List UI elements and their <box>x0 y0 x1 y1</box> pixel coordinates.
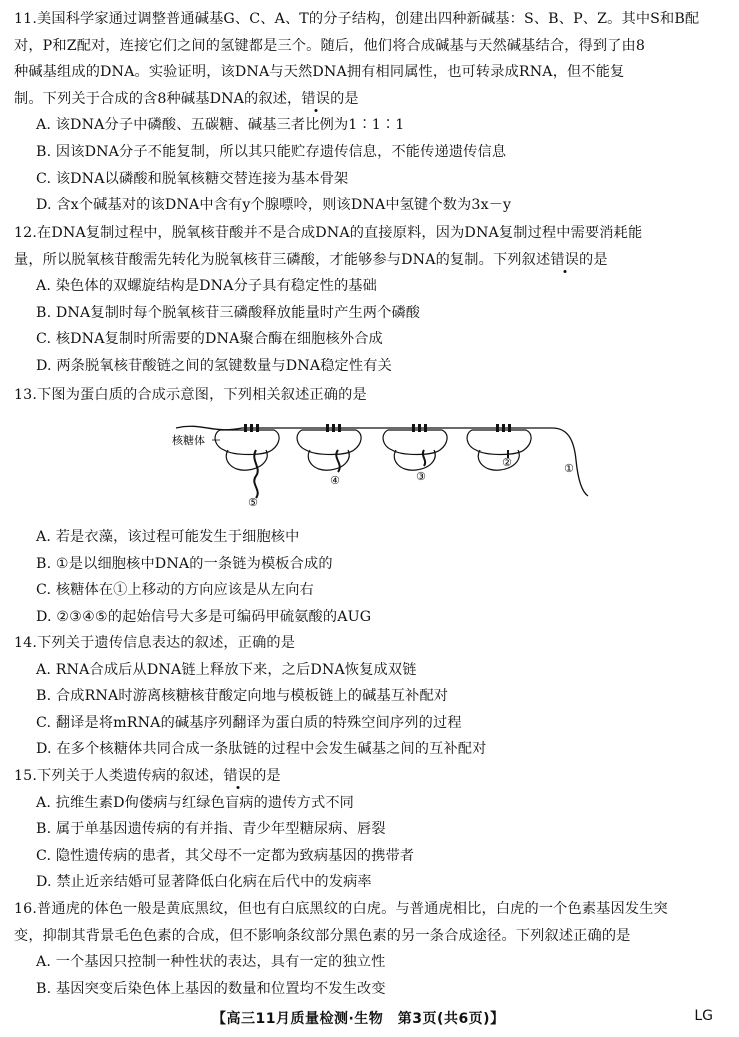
question-stem-line: 下列关于遗传信息表达的叙述，正确的是 <box>37 635 296 651</box>
polysome-diagram <box>172 420 592 520</box>
peptide-chain-3 <box>423 450 425 466</box>
option-d: D. 含x个碱基对的该DNA中含有y个腺嘌呤，则该DNA中氢键个数为3x－y <box>36 197 512 214</box>
option-c: C. 核糖体在①上移动的方向应该是从左向右 <box>36 582 314 599</box>
page-footer <box>0 1008 739 1028</box>
ribosome-label: 核糖体 <box>172 434 205 447</box>
question-15 <box>14 763 726 896</box>
question-stem-line: 美国科学家通过调整普通碱基G、C、A、T的分子结构，创建出四种新碱基：S、B、P、Z。其中S和B配 <box>37 11 700 27</box>
ribosome <box>215 430 279 470</box>
question-stem-line: 的是 <box>330 90 359 107</box>
question-13-options <box>14 524 726 630</box>
question-number: 14. <box>14 635 38 651</box>
option-a: A. 若是衣藻，该过程可能发生于细胞核中 <box>36 529 300 545</box>
question-stem-line: 在DNA复制过程中，脱氧核苷酸并不是合成DNA的直接原料，因为DNA复制过程中需要消耗能 <box>37 225 643 241</box>
question-number: 13. <box>14 387 38 403</box>
question-stem-line: 下列关于人类遗传病的叙述， <box>37 768 224 784</box>
option-a: A. 染色体的双螺旋结构是DNA分子具有稳定性的基础 <box>36 278 377 295</box>
option-d: D. 禁止近亲结婚可显著降低白化病在后代中的发病率 <box>36 874 372 891</box>
mark-5: ⑤ <box>248 496 258 509</box>
mrna-strand <box>176 426 588 496</box>
option-c: C. 核DNA复制时所需要的DNA聚合酶在细胞核外合成 <box>36 331 383 348</box>
option-b: B. 合成RNA时游离核糖核苷酸定向地与模板链上的碱基互补配对 <box>36 688 449 705</box>
emphasis-text: 错误 <box>301 90 331 107</box>
question-stem-line: 种碱基组成的DNA。实验证明，该DNA与天然DNA拥有相同属性，也可转录成RNA，但不能复 <box>14 64 625 81</box>
option-a: A. 一个基因只控制一种性状的表达，具有一定的独立性 <box>36 954 386 971</box>
question-stem-line: 变，抑制其背景毛色色素的合成，但不影响条纹部分黑色素的另一条合成途径。下列叙述正确的是 <box>14 927 631 944</box>
option-b: B. 基因突变后染色体上基因的数量和位置均不发生改变 <box>36 980 386 997</box>
question-stem-line: 的是 <box>579 251 608 268</box>
mark-4: ④ <box>330 474 340 487</box>
option-b: B. 属于单基因遗传病的有并指、青少年型糖尿病、唇裂 <box>36 821 386 838</box>
question-14 <box>14 630 726 763</box>
emphasis-text: 错误 <box>223 768 253 784</box>
question-stem-line: 普通虎的体色一般是黄底黑纹，但也有白底黑纹的白虎。与普通虎相比，白虎的一个色素基因发生突 <box>37 901 668 917</box>
option-b: B. ①是以细胞核中DNA的一条链为模板合成的 <box>36 555 333 572</box>
option-b: B. DNA复制时每个脱氧核苷三磷酸释放能量时产生两个磷酸 <box>36 304 421 321</box>
footer-code: LG <box>694 1008 713 1024</box>
ribosome <box>383 430 447 470</box>
peptide-chain-5 <box>254 450 257 498</box>
question-stem-line: 对，P和Z配对，连接它们之间的氢键都是三个。随后，他们将合成碱基与天然碱基结合，得到了由8 <box>14 37 646 54</box>
option-d: D. 在多个核糖体共同合成一条肽链的过程中会发生碱基之间的互补配对 <box>36 741 487 758</box>
question-13 <box>14 382 726 409</box>
emphasis-text: 错误 <box>550 251 579 268</box>
option-c: C. 该DNA以磷酸和脱氧核糖交替连接为基本骨架 <box>36 170 349 187</box>
question-number: 11. <box>14 11 38 27</box>
question-number: 15. <box>14 768 38 784</box>
footer-title: 【高三11月质量检测·生物 第3页(共6页)】 <box>212 1011 505 1027</box>
question-stem-line: 制。下列关于合成的含8种碱基DNA的叙述， <box>14 90 302 107</box>
question-16 <box>14 896 726 1002</box>
question-stem-line: 量，所以脱氧核苷酸需先转化为脱氧核苷三磷酸，才能够参与DNA的复制。下列叙述 <box>14 251 551 268</box>
option-c: C. 翻译是将mRNA的碱基序列翻译为蛋白质的特殊空间序列的过程 <box>36 714 462 731</box>
option-a: A. 该DNA分子中磷酸、五碳糖、碱基三者比例为1∶1∶1 <box>36 117 405 134</box>
ribosome <box>467 430 531 470</box>
ribosome <box>297 430 361 470</box>
option-a: A. 抗维生素D佝偻病与红绿色盲病的遗传方式不同 <box>36 794 354 811</box>
option-b: B. 因该DNA分子不能复制，所以其只能贮存遗传信息，不能传递遗传信息 <box>36 143 507 160</box>
option-a: A. RNA合成后从DNA链上释放下来，之后DNA恢复成双链 <box>36 661 417 678</box>
mark-3: ③ <box>416 470 426 483</box>
question-number: 16. <box>14 901 38 917</box>
option-d: D. ②③④⑤的起始信号大多是可编码甲硫氨酸的AUG <box>36 608 372 625</box>
question-stem-line: 的是 <box>252 768 281 784</box>
mark-2: ② <box>502 456 512 469</box>
mark-1: ① <box>564 462 574 475</box>
option-c: C. 隐性遗传病的患者，其父母不一定都为致病基因的携带者 <box>36 847 415 864</box>
option-d: D. 两条脱氧核苷酸链之间的氢键数量与DNA稳定性有关 <box>36 357 392 374</box>
question-12 <box>14 220 726 380</box>
question-stem-line: 下图为蛋白质的合成示意图，下列相关叙述正确的是 <box>37 387 367 403</box>
protein-synthesis-figure <box>172 420 592 520</box>
question-11 <box>14 6 726 219</box>
question-number: 12. <box>14 225 38 241</box>
